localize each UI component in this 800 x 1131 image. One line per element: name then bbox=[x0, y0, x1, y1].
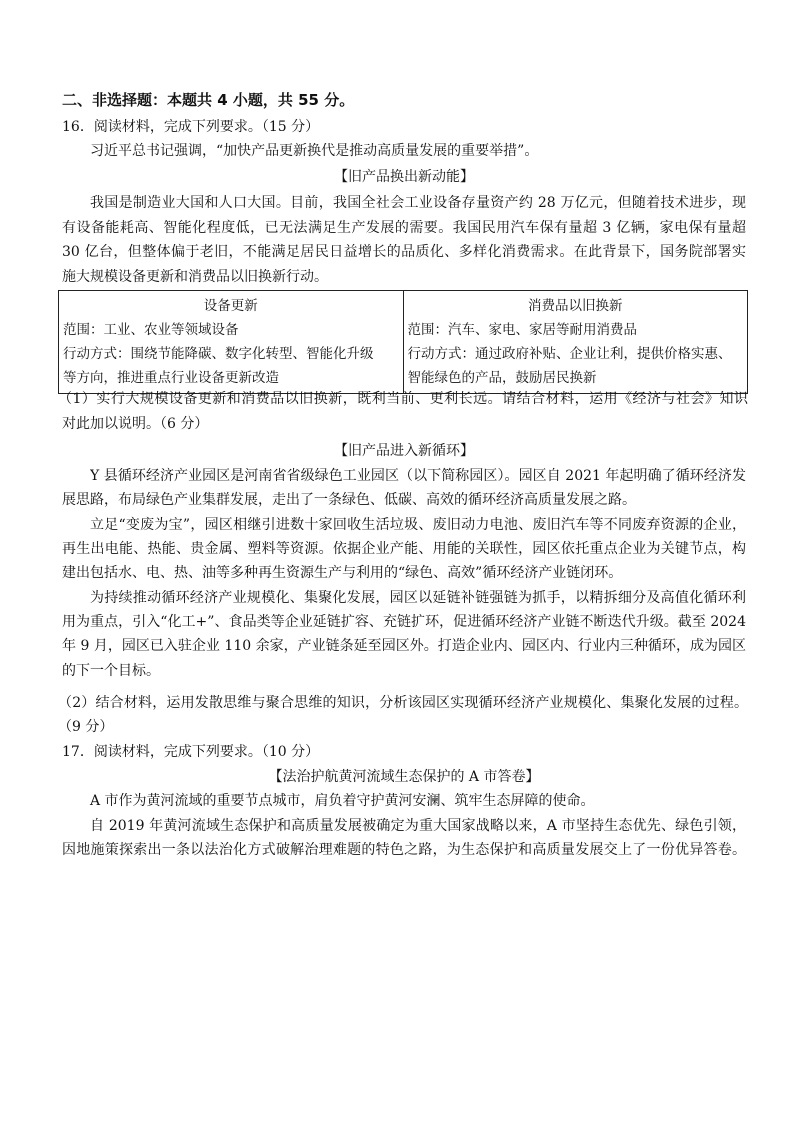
paragraph-line: 30 亿台，但整体偏于老旧，不能满足居民日益增长的品质化、多样化消费需求。在此背景下，国务院部署实 bbox=[62, 244, 746, 260]
paragraph-line: 立足“变废为宝”，园区相继引进数十家回收生活垃圾、废旧动力电池、废旧汽车等不同废弃资源的企业， bbox=[90, 517, 746, 533]
sub-question-1-cont: 对此加以说明。（6 分） bbox=[62, 416, 209, 432]
material1-title: 【旧产品换出新动能】 bbox=[334, 169, 474, 185]
section-heading: 二、非选择题：本题共 4 小题，共 55 分。 bbox=[62, 91, 355, 109]
table-line: 智能绿色的产品，鼓励居民换新 bbox=[407, 370, 597, 386]
paragraph-line: 用为重点，引入“化工+”、食品类等企业延链扩容、充链扩环，促进循环经济产业链不断迭代升级。截至 2024 bbox=[62, 614, 746, 630]
sub-question-1: （1）实行大规模设备更新和消费品以旧换新，既利当前、更利长远。请结合材料，运用《经济与社会》知识 bbox=[58, 391, 748, 407]
table-cell-equipment bbox=[59, 291, 404, 394]
table-line: 行动方式：通过政府补贴、企业让利，提供价格实惠、 bbox=[407, 346, 732, 362]
table-header: 设备更新 bbox=[203, 298, 258, 314]
q17-material-title: 【法治护航黄河流域生态保护的 A 市答卷】 bbox=[268, 769, 540, 785]
paragraph-line: 因地施策探索出一条以法治化方式破解治理难题的特色之路，为生态保护和高质量发展交上了一份优异答卷。 bbox=[62, 842, 746, 858]
paragraph-line: 自 2019 年黄河流域生态保护和高质量发展被确定为重大国家战略以来，A 市坚持生态优先、绿色引领， bbox=[90, 818, 746, 834]
table-line: 等方向，推进重点行业设备更新改造 bbox=[63, 370, 279, 386]
paragraph-line: 年 9 月，园区已入驻企业 110 余家，产业链条延至园区外。打造企业内、园区内、行业内三种循环，成为园区 bbox=[62, 638, 746, 654]
paragraph-line: 建出包括水、电、热、油等多种再生资源生产与利用的“绿色、高效”循环经济产业链闭环。 bbox=[62, 565, 623, 581]
paragraph-line: 有设备能耗高、智能化程度低，已无法满足生产发展的需要。我国民用汽车保有量超 3 亿辆，家电保有量超 bbox=[62, 220, 746, 236]
paragraph-line: A 市作为黄河流域的重要节点城市，肩负着守护黄河安澜、筑牢生态屏障的使命。 bbox=[90, 793, 595, 809]
material2-title: 【旧产品进入新循环】 bbox=[334, 443, 474, 459]
paragraph-line: 为持续推动循环经济产业规模化、集聚化发展，园区以延链补链强链为抓手，以精拆细分及高值化循环利 bbox=[90, 590, 746, 606]
table-line: 范围：汽车、家电、家居等耐用消费品 bbox=[407, 322, 637, 338]
paragraph-line: 再生出电能、热能、贵金属、塑料等资源。依据企业产能、用能的关联性，园区依托重点企业为关键节点，构 bbox=[62, 541, 746, 557]
paragraph-line: 我国是制造业大国和人口大国。目前，我国全社会工业设备存量资产约 28 万亿元，但随着技术进步，现 bbox=[90, 195, 746, 211]
paragraph-line: 施大规模设备更新和消费品以旧换新行动。 bbox=[62, 269, 328, 285]
paragraph-line: 展思路，布局绿色产业集群发展，走出了一条绿色、低碳、高效的循环经济高质量发展之路。 bbox=[62, 492, 636, 508]
sub-question-2: （2）结合材料，运用发散思维与聚合思维的知识，分析该园区实现循环经济产业规模化、集聚化发展的过程。 bbox=[58, 695, 748, 711]
table-line: 范围：工业、农业等领域设备 bbox=[63, 322, 239, 338]
sub-question-2-cont: （9 分） bbox=[58, 719, 114, 735]
paragraph-line: 的下一个目标。 bbox=[62, 663, 160, 679]
q17-title: 17．阅读材料，完成下列要求。（10 分） bbox=[62, 744, 320, 760]
paragraph-line: Y 县循环经济产业园区是河南省省级绿色工业园区（以下简称园区）。园区自 2021 年起明确了循环经济发 bbox=[90, 468, 746, 484]
table-line: 行动方式：围绕节能降碳、数字化转型、智能化升级 bbox=[63, 346, 374, 362]
table-header: 消费品以旧换新 bbox=[528, 298, 623, 314]
q16-title: 16．阅读材料，完成下列要求。（15 分） bbox=[62, 119, 320, 135]
comparison-table bbox=[58, 290, 748, 394]
table-cell-consumer bbox=[403, 291, 748, 394]
q16-quote: 习近平总书记强调，“加快产品更新换代是推动高质量发展的重要举措”。 bbox=[90, 143, 539, 159]
